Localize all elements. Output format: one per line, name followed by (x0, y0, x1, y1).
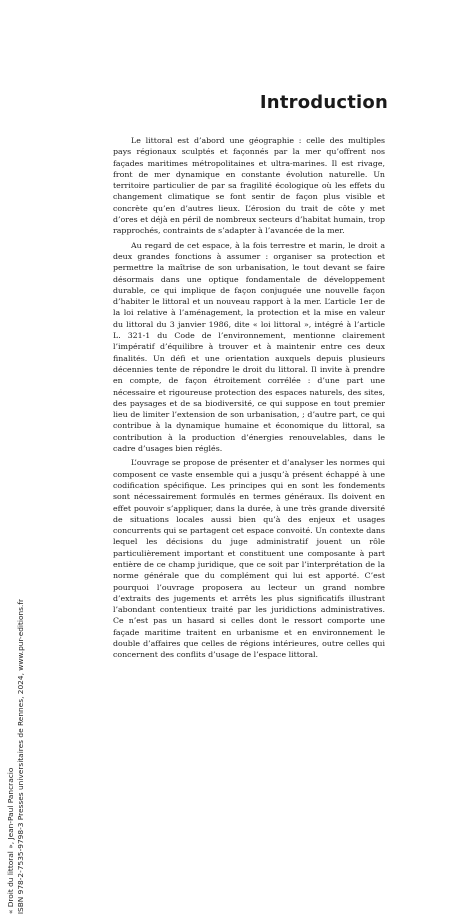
copyright-notice (6, 379, 36, 914)
paragraph: Le littoral est d’abord une géographie : celle des multiples pays régionaux sculptés et façonnés par la mer qu’offrent nos façades maritimes métropolitaines et ultra-marines. Il est rivage, front de mer dynamique en constante évolution naturelle. Un territoire particulier de par sa fragilité écologique où les effets du changement climatique se font sentir de façon plus visible et concrète qu’en d’autres lieux. L’érosion du trait de côte y met d’ores et déjà en péril de nombreux secteurs d’habitat humain, trop rapprochés, contraints de s’adapter à l’avancée de la mer. (113, 136, 385, 236)
page-title: Introduction (259, 92, 388, 113)
paragraph: Au regard de cet espace, à la fois terrestre et marin, le droit a deux grandes fonctions à assumer : organiser sa protection et permettre la maîtrise de son urbanisation, le tout devant se faire désormais dans une optique fondamentale de développement durable, ce qui implique de façon conjuguée une nouvelle façon d’habiter le littoral et un nouveau rapport à la mer. L’article 1er de la loi relative à l’aménagement, la protection et la mise en valeur du littoral du 3 janvier 1986, dite « loi littoral », intégré à l’article L. 321-1 du Code de l’environnement, mentionne clairement l’impératif d’équilibre à trouver et à maintenir entre ces deux finalités. Un défi et une orientation auxquels depuis plusieurs décennies tente de répondre le droit du littoral. Il invite à prendre en compte, de façon étroitement corrélée : d’une part une nécessaire et rigoureuse protection des espaces naturels, des sites, des paysages et de sa biodiversité, ce qui suppose en tout premier lieu de limiter l’extension de son urbanisation, ; d’autre part, ce qui contribue à la dynamique humaine et économique du littoral, sa contribution à la production d’énergies renouvelables, dans le cadre d’usages bien réglés. (113, 240, 385, 454)
body-text (113, 135, 385, 664)
paragraph: L’ouvrage se propose de présenter et d’analyser les normes qui composent ce vaste ensemble qui a jusqu’à présent échappé à une codification spécifique. Les principes qui en sont les fondements sont nécessairement formulés en termes généraux. Ils doivent en effet pouvoir s’appliquer, dans la durée, à une très grande diversité de situations locales aussi bien qu’à des enjeux et usages concurrents qui se partagent cet espace convoité. Un contexte dans lequel les décisions du juge administratif jouent un rôle particulièrement important et constituent une composante à part entière de ce champ juridique, que ce soit par l’interprétation de la norme générale que du complément qui lui est apporté. C’est pourquoi l’ouvrage proposera au lecteur un grand nombre d’extraits des jugements et arrêts les plus significatifs illustrant l’abondant contentieux traité par les juridictions administratives. Ce n’est pas un hasard si celles dont le ressort comporte une façade maritime traitent en urbanisme et en environnement le double d’affaires que celles de régions intérieures, outre celles qui concernent des conflits d’usage de l’espace littoral. (113, 458, 385, 660)
copyright-line-title: « Droit du littoral », Jean-Paul Pancracio (6, 767, 15, 914)
copyright-line-isbn: ISBN 978-2-7535-9798-3 Presses universitaires de Rennes, 2024, www.pur-editions.fr (16, 599, 25, 914)
